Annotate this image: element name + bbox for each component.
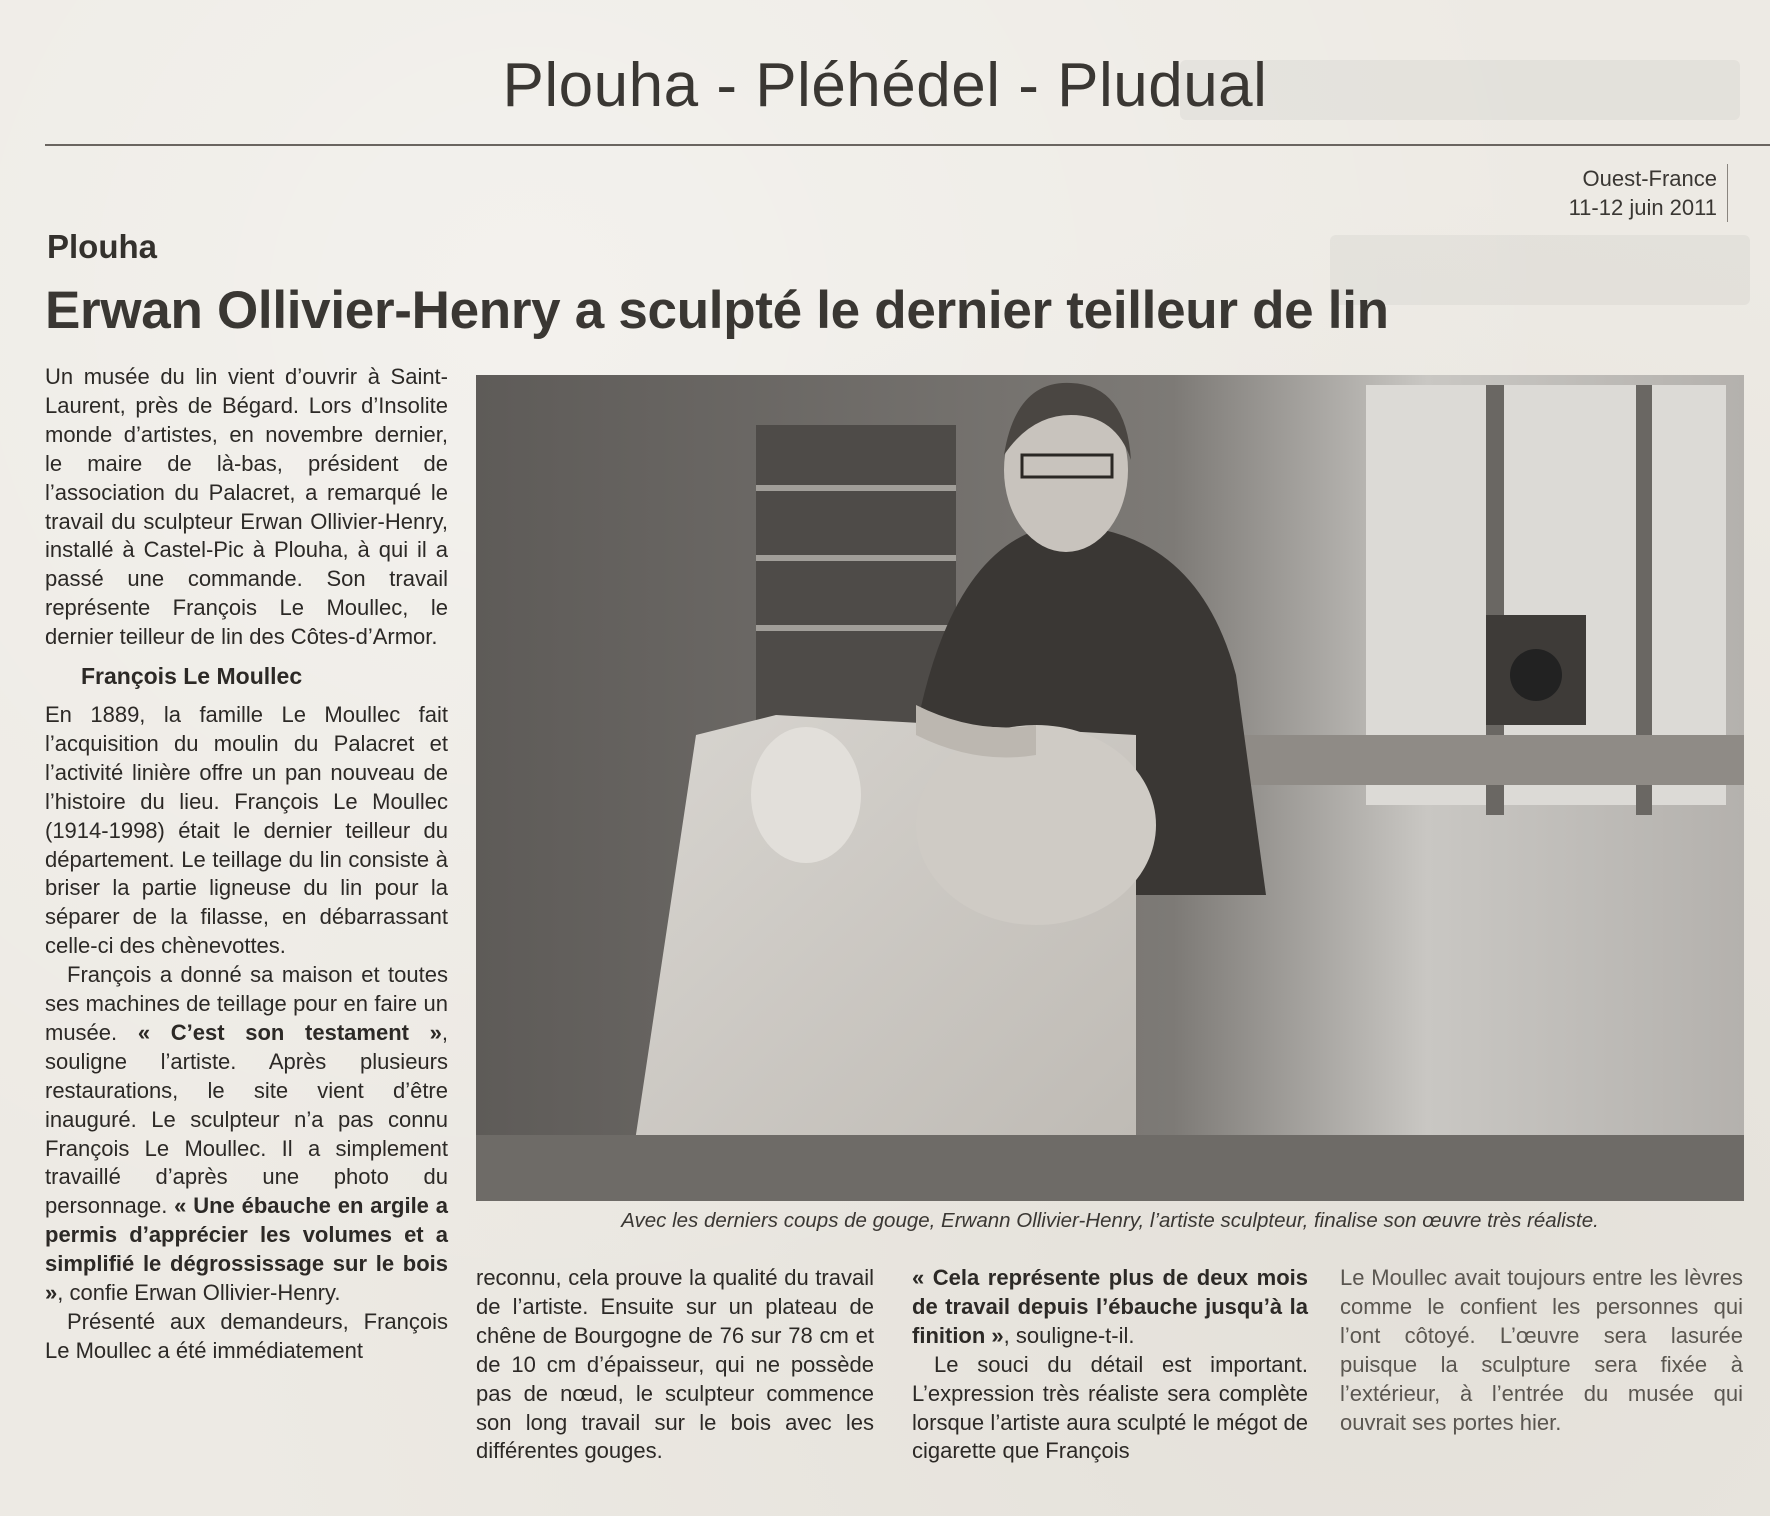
article-intro: Un musée du lin vient d’ouvrir à Saint-Laurent, près de Bégard. Lors d’Insolite monde d’artistes, en novembre dernier, le maire de là-bas, président de l’association du Palacret, a remarqué le travail du sculpteur Erwan Ollivier-Henry, installé à Castel-Pic à Plouha, à qui il a passé une commande. Son travail représente François Le Moullec, le dernier teilleur de lin des Côtes-d’Armor. xyxy=(45,364,448,650)
article-column-3-quote xyxy=(912,1264,1308,1351)
article-paragraph-4: Présenté aux demandeurs, François Le Moullec a été immédiatement xyxy=(45,1309,448,1363)
text-run: , confie Erwan Ollivier-Henry. xyxy=(57,1280,341,1306)
article-column-4 xyxy=(1340,1264,1743,1437)
article-column-4-text: Le Moullec avait toujours entre les lèvres comme le confient les personnes qui l’ont côtoyé. L’œuvre sera lasurée puisque la sculpture sera fixée à l’extérieur, à l’entrée du musée qui ouvrait ses portes hier. xyxy=(1340,1265,1743,1435)
shelf-unit xyxy=(756,425,956,725)
article-photo xyxy=(476,375,1744,1201)
text-run: , souligne l’artiste. Après plusieurs restaurations, le site vient d’être inauguré. Le sculpteur n’a pas connu François Le Moullec. Il a simplement travaillé d’après une photo du personnage. xyxy=(45,1019,449,1219)
text-run: , souligne-t-il. xyxy=(1003,1322,1135,1348)
article-kicker: Plouha xyxy=(47,228,158,265)
article-paragraph-2: En 1889, la famille Le Moullec fait l’acquisition du moulin du Palacret et l’activité linière offre un pan nouveau de l’histoire du lieu. François Le Moullec (1914-1998) était le dernier teilleur du département. Le teillage du lin consiste à briser la partie ligneuse du lin pour la séparer de la filasse, en débarrassant celle-ci des chènevottes. xyxy=(45,701,448,959)
quote: « Une ébauche en argile a permis d’apprécier les volumes et a simplifié le dégrossissage sur le bois » xyxy=(45,1193,448,1306)
quote: « C’est son testament » xyxy=(137,1019,442,1045)
article-subhead: François Le Moullec xyxy=(81,663,303,690)
article-column-3 xyxy=(912,1264,1308,1466)
photo-caption: Avec les derniers coups de gouge, Erwann Ollivier-Henry, l’artiste sculpteur, finalise son œuvre très réaliste. xyxy=(621,1209,1599,1232)
article-column-3-text: Le souci du détail est important. L’expression très réaliste sera complète lorsque l’artiste aura sculpté le mégot de cigarette que François xyxy=(912,1351,1308,1464)
article-column-2 xyxy=(476,1264,874,1466)
source-date: 11-12 juin 2011 xyxy=(1568,195,1717,220)
floor xyxy=(476,1135,1744,1201)
quote: « Cela représente plus de deux mois de travail depuis l’ébauche jusqu’à la finition » xyxy=(912,1265,1308,1348)
article-headline: Erwan Ollivier-Henry a sculpté le dernier teilleur de lin xyxy=(45,281,1389,340)
section-title: Plouha - Pléhédel - Pludual xyxy=(502,51,1268,120)
carved-face xyxy=(751,727,861,863)
text-run: François a donné sa maison et toutes ses machines de teillage pour en faire un musée. xyxy=(45,962,448,1045)
workshop-photo-illustration xyxy=(476,375,1744,1201)
header-rule xyxy=(45,144,1770,146)
shelf xyxy=(756,555,956,561)
source-publication: Ouest-France xyxy=(1582,166,1717,191)
article-column-1 xyxy=(45,363,448,1366)
workbench xyxy=(1176,735,1744,785)
speaker-cone xyxy=(1510,649,1562,701)
article-paragraph-3 xyxy=(45,961,448,1308)
shelf xyxy=(756,625,956,631)
shelf xyxy=(756,485,956,491)
article-column-2-text: reconnu, cela prouve la qualité du travail de l’artiste. Ensuite sur un plateau de chêne de Bourgogne de 76 sur 78 cm et de 10 cm d’épaisseur, qui ne possède pas de nœud, le sculpteur commence son long travail sur le bois avec les différentes gouges. xyxy=(476,1265,874,1464)
source-box xyxy=(1569,164,1728,222)
